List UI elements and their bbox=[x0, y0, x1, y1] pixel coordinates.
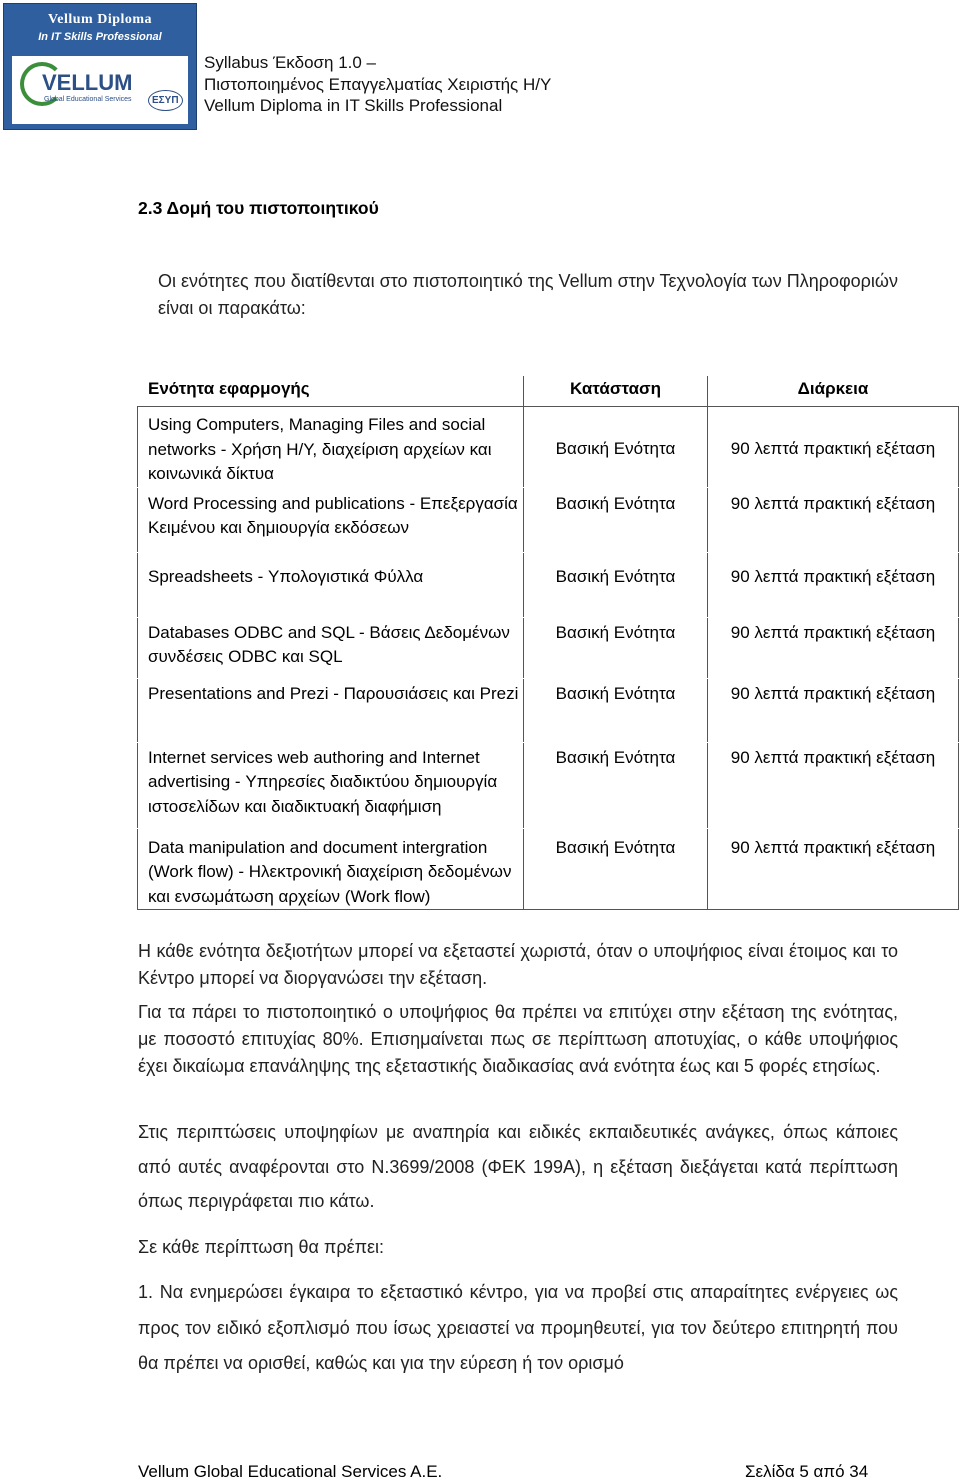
module-cell: Databases ODBC and SQL - Βάσεις Δεδομένων συνδέσεις ODBC και SQL bbox=[138, 617, 524, 678]
table-row bbox=[138, 487, 959, 552]
table-row bbox=[138, 407, 959, 488]
footer-page-number: Σελίδα 5 από 34 bbox=[745, 1462, 869, 1481]
header-status: Κατάσταση bbox=[524, 377, 708, 407]
paragraph-requirements: Σε κάθε περίπτωση θα πρέπει: bbox=[138, 1237, 385, 1257]
logo-banner bbox=[4, 4, 196, 54]
duration-cell: 90 λεπτά πρακτική εξέταση bbox=[708, 828, 959, 910]
header-line-2: Πιστοποιημένος Επαγγελματίας Χειριστής Η/Υ bbox=[204, 74, 552, 94]
logo-brand: VELLUM bbox=[42, 70, 133, 95]
module-cell: Word Processing and publications - Επεξεργασία Κειμένου και δημιουργία εκδόσεων bbox=[138, 487, 524, 552]
logo-subtitle: In IT Skills Professional bbox=[38, 31, 162, 43]
intro-paragraph: Οι ενότητες που διατίθενται στο πιστοποιητικό της Vellum στην Τεχνολογία των Πληροφοριών είναι οι παρακάτω: bbox=[158, 271, 898, 318]
table-row bbox=[138, 552, 959, 617]
document-header bbox=[204, 52, 551, 117]
duration-cell: 90 λεπτά πρακτική εξέταση bbox=[708, 678, 959, 742]
logo-title: Vellum Diploma bbox=[47, 12, 153, 27]
duration-cell: 90 λεπτά πρακτική εξέταση bbox=[708, 742, 959, 828]
paragraph-item-1: 1. Να ενημερώσει έγκαιρα το εξεταστικό κέντρο, για να προβεί στις απαραίτητες ενέργειες ως προς τον ειδικό εξοπλισμό που ίσως χρειαστεί να προμηθευτεί, για τον δεύτερο επιτηρητή που θα πρέπει να ορισθεί, καθώς και για την εύρεση ή τον ορισμό bbox=[138, 1282, 898, 1373]
duration-cell: 90 λεπτά πρακτική εξέταση bbox=[708, 487, 959, 552]
module-cell: Data manipulation and document intergration (Work flow) - Ηλεκτρονική διαχείριση δεδομένων και ενσωμάτωση αρχείων (Work flow) bbox=[138, 828, 524, 910]
header-module: Ενότητα εφαρμογής bbox=[138, 377, 524, 407]
paragraph-special-needs: Στις περιπτώσεις υποψηφίων με αναπηρία και ειδικές εκπαιδευτικές ανάγκες, όπως κάποιες από αυτές αναφέρονται στο Ν.3699/2008 (ΦΕΚ 199Α), η εξέταση διεξάγεται κατά περίπτωση όπως περιγράφεται πιο κάτω. bbox=[138, 1122, 898, 1211]
table-row bbox=[138, 617, 959, 678]
status-cell: Βασική Ενότητα bbox=[524, 617, 708, 678]
status-cell: Βασική Ενότητα bbox=[524, 742, 708, 828]
header-duration: Διάρκεια bbox=[708, 377, 959, 407]
status-cell: Βασική Ενότητα bbox=[524, 487, 708, 552]
header-line-3: Vellum Diploma in IT Skills Professional bbox=[204, 96, 503, 115]
footer-company: Vellum Global Educational Services A.E. bbox=[138, 1462, 443, 1481]
paragraph-pass-rate: Για τα πάρει το πιστοποιητικό ο υποψήφιος θα πρέπει να επιτύχει στην εξέταση της ενότητας, με ποσοστό επιτυχίας 80%. Επισημαίνεται πως σε περίπτωση αποτυχίας, ο κάθε υποψήφιος έχει δικαίωμα επανάληψης της εξεταστικής διαδικασίας ανά ενότητα έως και 5 φορές ετησίως. bbox=[138, 1002, 898, 1076]
esyp-seal-icon: ΕΣΥΠ bbox=[148, 90, 183, 111]
status-cell: Βασική Ενότητα bbox=[524, 828, 708, 910]
table-row bbox=[138, 678, 959, 742]
logo-panel bbox=[12, 56, 188, 124]
duration-cell: 90 λεπτά πρακτική εξέταση bbox=[708, 552, 959, 617]
module-cell: Internet services web authoring and Internet advertising - Υπηρεσίες διαδικτύου δημιουργία ιστοσελίδων και διαδικτυακή διαφήμιση bbox=[138, 742, 524, 828]
header-line-1: Syllabus Έκδοση 1.0 – bbox=[204, 53, 377, 72]
paragraph-retake: Η κάθε ενότητα δεξιοτήτων μπορεί να εξεταστεί χωριστά, όταν ο υποψήφιος είναι έτοιμος και το Κέντρο μπορεί να διοργανώσει την εξέταση. bbox=[138, 941, 898, 988]
table-row bbox=[138, 742, 959, 828]
module-cell: Presentations and Prezi - Παρουσιάσεις και Prezi bbox=[138, 678, 524, 742]
section-title: 2.3 Δομή του πιστοποιητικού bbox=[138, 198, 379, 218]
status-cell: Βασική Ενότητα bbox=[524, 678, 708, 742]
logo-brand-sub: Global Educational Services bbox=[44, 96, 132, 103]
status-cell: Βασική Ενότητα bbox=[524, 552, 708, 617]
modules-table bbox=[137, 376, 959, 910]
module-cell: Using Computers, Managing Files and social networks - Χρήση Η/Υ, διαχείριση αρχείων και κοινωνικά δίκτυα bbox=[138, 407, 524, 488]
table-header-row bbox=[138, 377, 959, 407]
status-cell: Βασική Ενότητα bbox=[524, 407, 708, 488]
duration-cell: 90 λεπτά πρακτική εξέταση bbox=[708, 407, 959, 488]
duration-cell: 90 λεπτά πρακτική εξέταση bbox=[708, 617, 959, 678]
module-cell: Spreadsheets - Υπολογιστικά Φύλλα bbox=[138, 552, 524, 617]
vellum-logo bbox=[3, 3, 197, 130]
table-row bbox=[138, 828, 959, 910]
